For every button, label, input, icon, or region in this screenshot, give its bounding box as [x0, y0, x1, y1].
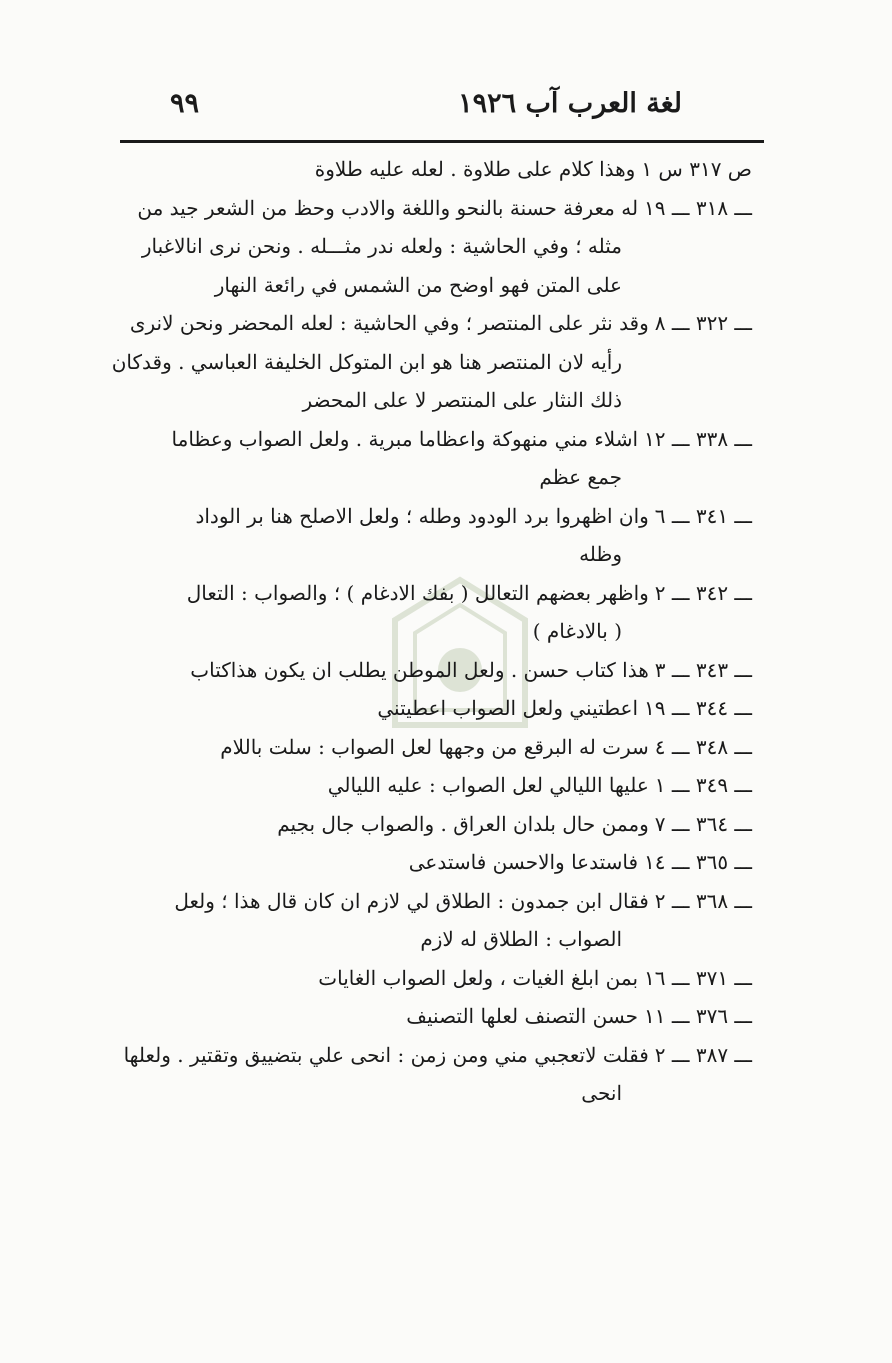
- entry-line: [112, 381, 752, 420]
- entry-text: وقد نثر على المنتصر ؛ وفي الحاشية : لعله المحضر ونحن لانرى: [129, 311, 649, 335]
- entry-line: [112, 227, 752, 266]
- entry-text: وهذا كلام على طلاوة . لعله عليه طلاوة: [314, 157, 636, 181]
- entry-reference: ـــ ٣٨٧ ـــ ٢: [654, 1042, 752, 1067]
- entry-line: [112, 766, 752, 805]
- entry-line: [112, 535, 752, 574]
- entry-reference: ـــ ٣٦٤ ـــ ٧: [654, 811, 752, 836]
- entry-text: واظهر بعضهم التعالل ( بفك الادغام ) ؛ والصواب : التعال: [186, 580, 649, 605]
- entry-text: له معرفة حسنة بالنحو واللغة والادب وحظ من الشعر جيد من: [137, 195, 639, 220]
- entry-reference: ـــ ٣٤٣ ـــ ٣: [654, 657, 752, 682]
- entry-reference: ـــ ٣٧٦ ـــ ١١: [644, 1004, 752, 1028]
- entry-line: [112, 189, 752, 228]
- errata-entry: [112, 497, 752, 574]
- entry-line: [112, 612, 752, 651]
- page-number: ٩٩: [170, 88, 200, 119]
- entry-line: [112, 689, 752, 728]
- entry-line: [112, 420, 752, 459]
- entry-line: [112, 997, 752, 1036]
- entry-text: رأيه لان المنتصر هنا هو ابن المتوكل الخليفة العباسي . وقدكان: [111, 349, 622, 374]
- entry-text: جمع عظم: [539, 465, 622, 489]
- errata-entry: [112, 728, 752, 767]
- entry-line: [112, 920, 752, 959]
- entry-text: الصواب : الطلاق له لازم: [420, 927, 622, 951]
- errata-entry: [112, 574, 752, 651]
- entry-reference: ـــ ٣٦٥ ـــ ١٤: [644, 850, 752, 874]
- entry-line: [112, 728, 752, 767]
- entry-line: [112, 805, 752, 844]
- entry-text: فاستدعا والاحسن فاستدعى: [408, 850, 639, 874]
- entry-reference: ـــ ٣٤٩ ـــ ١: [654, 773, 752, 797]
- entry-reference: ـــ ٣٤٢ ـــ ٢: [654, 580, 752, 605]
- entry-reference: ـــ ٣٧١ ـــ ١٦: [644, 965, 752, 990]
- entry-text: عليها الليالي لعل الصواب : عليه الليالي: [327, 773, 649, 797]
- entry-text: مثله ؛ وفي الحاشية : ولعله ندر مثـــله . ونحن نرى انالاغبار: [141, 234, 622, 258]
- entry-line: [112, 497, 752, 536]
- entry-text: وان اظهروا برد الودود وطله ؛ ولعل الاصلح هنا بر الوداد: [195, 503, 649, 528]
- page-header: [150, 88, 742, 128]
- errata-entry: [112, 651, 752, 690]
- errata-entry: [112, 689, 752, 728]
- entry-text: بمن ابلغ الغيات ، ولعل الصواب الغايات: [318, 965, 639, 990]
- errata-entry: [112, 843, 752, 882]
- entry-text: وممن حال بلدان العراق . والصواب جال بجيم: [277, 811, 649, 836]
- entry-line: [112, 882, 752, 921]
- errata-entry: [112, 420, 752, 497]
- entry-text: على المتن فهو اوضح من الشمس في رائعة النهار: [214, 272, 622, 297]
- entry-reference: ـــ ٣٣٨ ـــ ١٢: [644, 426, 752, 451]
- entry-text: هذا كتاب حسن . ولعل الموطن يطلب ان يكون هذاكتاب: [190, 657, 649, 682]
- errata-entry: [112, 189, 752, 305]
- entry-line: [112, 266, 752, 305]
- entry-text: انحى: [581, 1081, 622, 1105]
- entry-text: ذلك النثار على المنتصر لا على المحضر: [302, 388, 622, 412]
- entry-line: [112, 343, 752, 382]
- errata-entry: [112, 304, 752, 420]
- errata-entry: [112, 766, 752, 805]
- entry-line: [112, 651, 752, 690]
- entry-line: [112, 574, 752, 613]
- errata-entry: [112, 882, 752, 959]
- entry-text: فقلت لاتعجبي مني ومن زمن : انحى علي بتضييق وتقتير . ولعلها: [123, 1042, 649, 1067]
- entry-text: ( بالادغام ): [532, 619, 622, 643]
- entry-text: سرت له البرقع من وجهها لعل الصواب : سلت باللام: [220, 734, 649, 759]
- entry-line: [112, 1074, 752, 1113]
- entry-reference: ـــ ٣٦٨ ـــ ٢: [654, 888, 752, 913]
- entry-line: [112, 1036, 752, 1075]
- errata-entry: [112, 959, 752, 998]
- entry-line: [112, 304, 752, 343]
- entry-reference: ـــ ٣٤١ ـــ ٦: [654, 503, 752, 528]
- entry-text: وظله: [579, 542, 622, 566]
- journal-title: لغة العرب آب ١٩٢٦: [458, 88, 682, 119]
- entry-text: فقال ابن جمدون : الطلاق لي لازم ان كان قال هذا ؛ ولعل: [174, 888, 649, 913]
- errata-entry: [112, 997, 752, 1036]
- errata-entry: [112, 805, 752, 844]
- entry-line: [112, 150, 752, 189]
- entry-reference: ـــ ٣٤٨ ـــ ٤: [654, 734, 752, 759]
- entry-line: [112, 959, 752, 998]
- entry-reference: ـــ ٣٤٤ ـــ ١٩: [644, 696, 752, 720]
- header-rule: [120, 140, 764, 143]
- entry-line: [112, 458, 752, 497]
- entry-text: اشلاء مني منهوكة واعظاما مبرية . ولعل الصواب وعظاما: [171, 426, 639, 451]
- entry-reference: ص ٣١٧ س ١: [641, 157, 752, 181]
- entry-text: اعطتيني ولعل الصواب اعطيتني: [377, 696, 639, 720]
- entry-reference: ـــ ٣١٨ ـــ ١٩: [644, 195, 752, 220]
- entry-line: [112, 843, 752, 882]
- errata-entry: [112, 1036, 752, 1113]
- errata-list: [112, 150, 752, 1113]
- entry-text: حسن التصنف لعلها التصنيف: [406, 1004, 639, 1028]
- errata-entry: [112, 150, 752, 189]
- entry-reference: ـــ ٣٢٢ ـــ ٨: [654, 311, 752, 335]
